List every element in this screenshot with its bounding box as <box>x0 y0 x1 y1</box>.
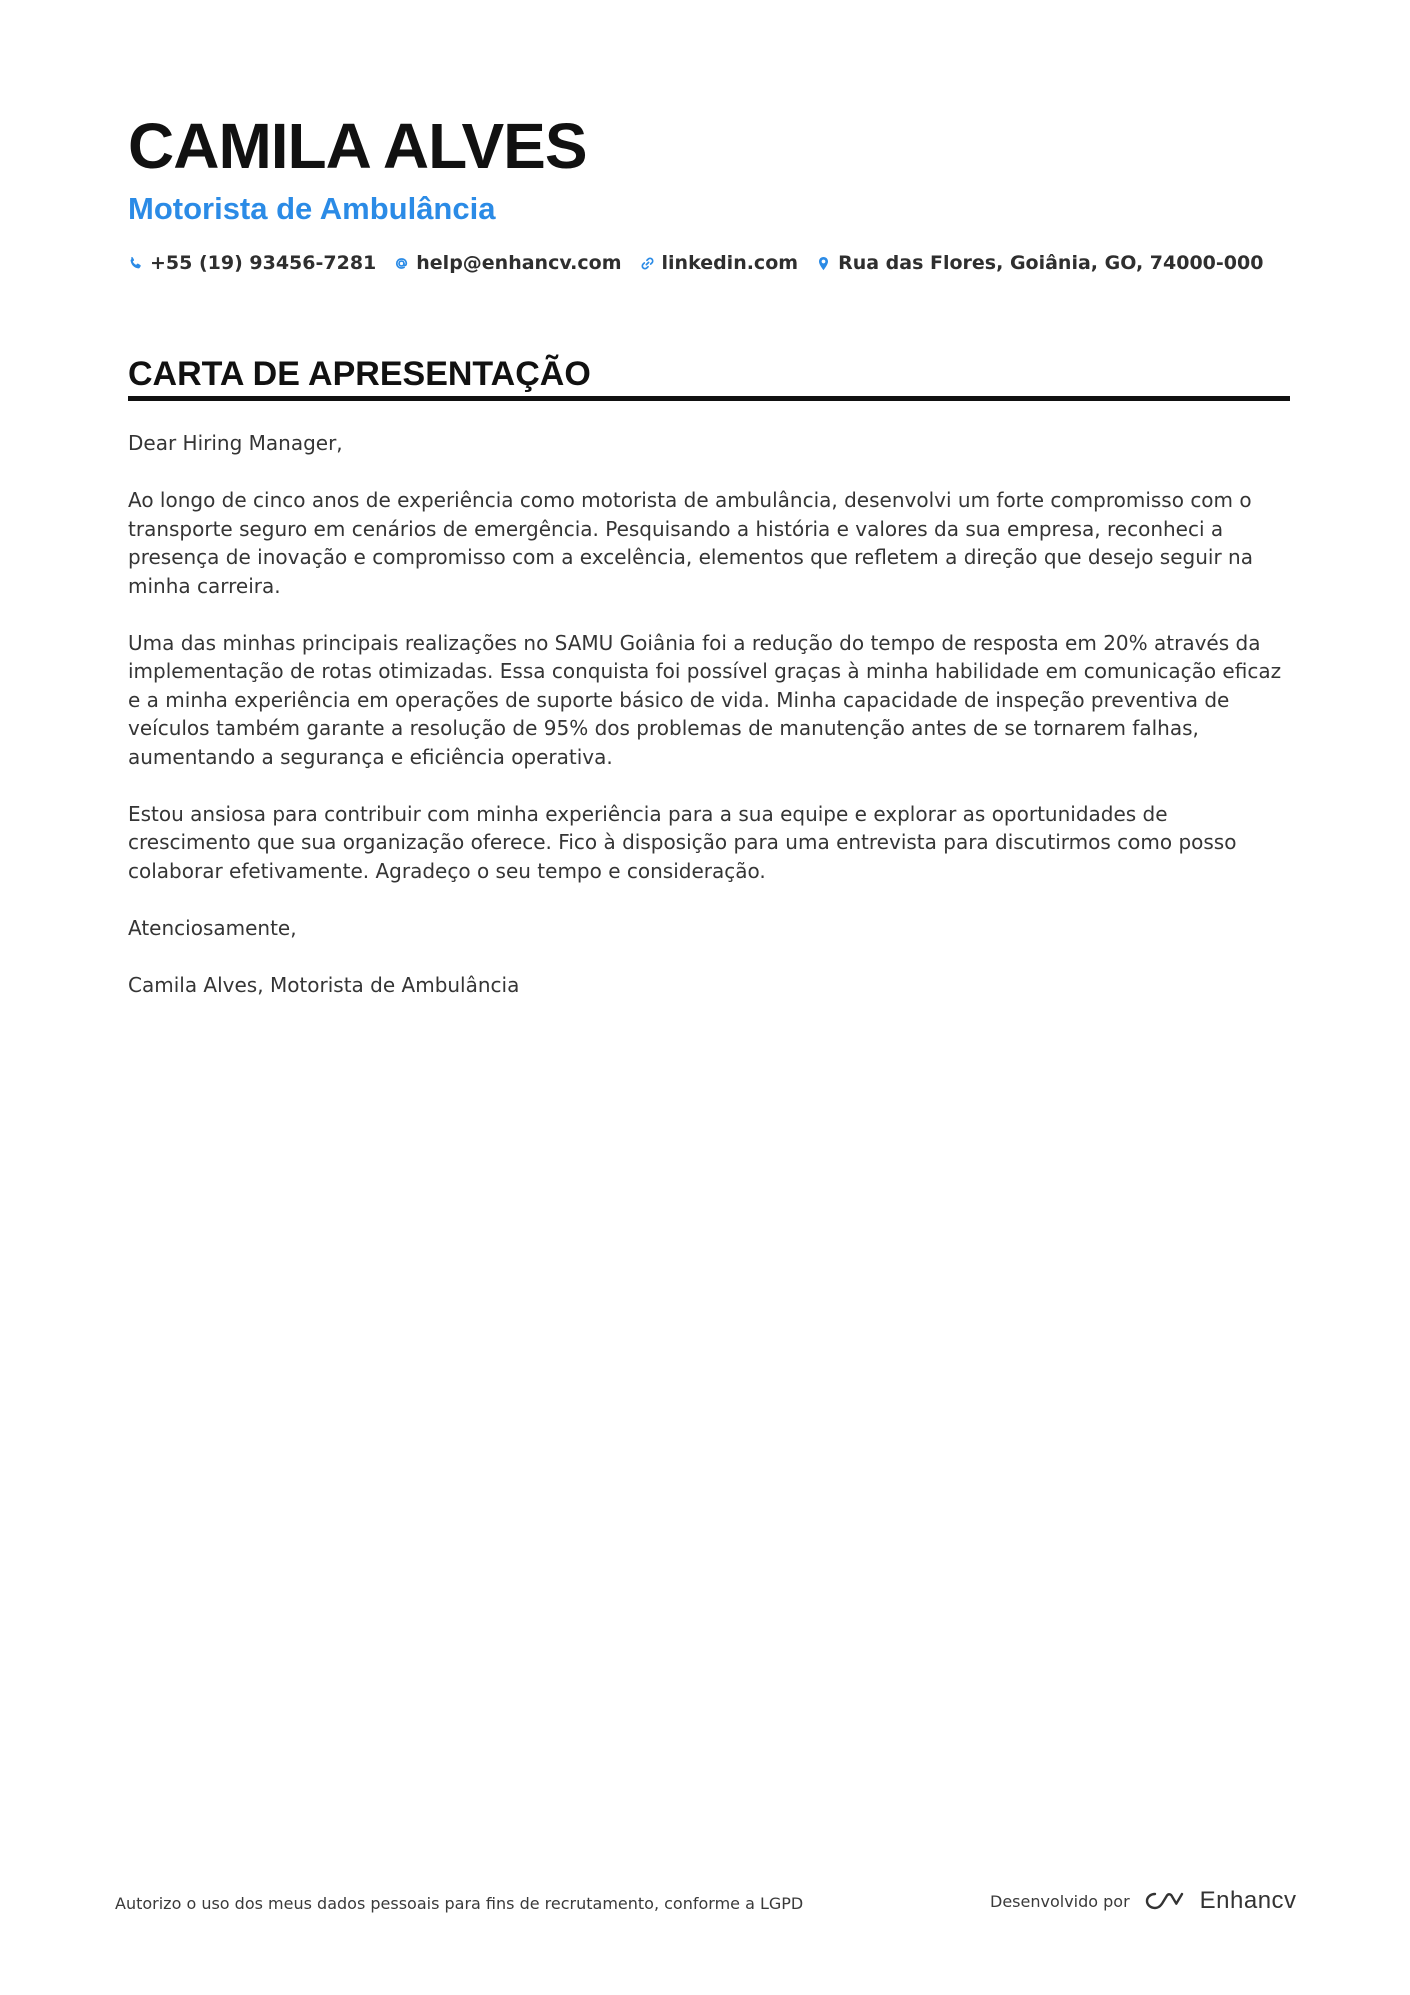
section-title: CARTA DE APRESENTAÇÃO <box>128 354 1290 401</box>
powered-by <box>990 1887 1297 1915</box>
enhancv-logo-icon <box>1142 1889 1188 1913</box>
location-pin-icon <box>816 256 831 271</box>
brand-name: Enhancv <box>1199 1887 1297 1914</box>
contact-address <box>816 252 1263 274</box>
phone-text: +55 (19) 93456-7281 <box>150 252 377 274</box>
link-icon <box>640 256 655 271</box>
brand-logo[interactable] <box>1142 1887 1297 1915</box>
letter-closing: Atenciosamente, <box>128 915 297 940</box>
email-text[interactable]: help@enhancv.com <box>416 252 622 274</box>
contact-link[interactable] <box>640 252 799 274</box>
contact-email[interactable] <box>394 252 621 274</box>
candidate-role: Motorista de Ambulância <box>128 191 496 226</box>
letter-greeting: Dear Hiring Manager, <box>128 431 343 455</box>
contact-phone <box>128 252 376 274</box>
consent-note: Autorizo o uso dos meus dados pessoais para fins de recrutamento, conforme a LGPD <box>115 1894 804 1913</box>
phone-icon <box>128 256 143 271</box>
address-text: Rua das Flores, Goiânia, GO, 74000-000 <box>838 252 1264 274</box>
letter-body <box>128 429 1290 999</box>
candidate-name: CAMILA ALVES <box>128 110 587 182</box>
letter-signature: Camila Alves, Motorista de Ambulância <box>128 972 520 997</box>
contact-bar <box>128 252 1290 274</box>
letter-paragraph-2: Uma das minhas principais realizações no SAMU Goiânia foi a redução do tempo de resposta em 20% através da implementação de rotas otimizadas. Essa conquista foi possível graças à minha habilidade em comunicação eficaz e a minha experiência em operações de suporte básico de vida. Minha capacidade de inspeção preventiva de veículos também garante a resolução de 95% dos problemas de manutenção antes de se tornarem falhas, aumentando a segurança e eficiência operativa. <box>128 630 1282 769</box>
powered-by-label: Desenvolvido por <box>990 1891 1130 1911</box>
letter-paragraph-1: Ao longo de cinco anos de experiência como motorista de ambulância, desenvolvi um forte compromisso com o transporte seguro em cenários de emergência. Pesquisando a história e valores da sua empresa, reconheci a presença de inovação e compromisso com a excelência, elementos que refletem a direção que desejo seguir na minha carreira. <box>128 488 1253 598</box>
cover-letter-page <box>128 108 1290 1028</box>
link-text[interactable]: linkedin.com <box>661 252 799 274</box>
at-icon <box>394 256 409 271</box>
letter-paragraph-3: Estou ansiosa para contribuir com minha experiência para a sua equipe e explorar as oportunidades de crescimento que sua organização oferece. Fico à disposição para uma entrevista para discutirmos como posso colaborar efetivamente. Agradeço o seu tempo e consideração. <box>128 801 1237 883</box>
